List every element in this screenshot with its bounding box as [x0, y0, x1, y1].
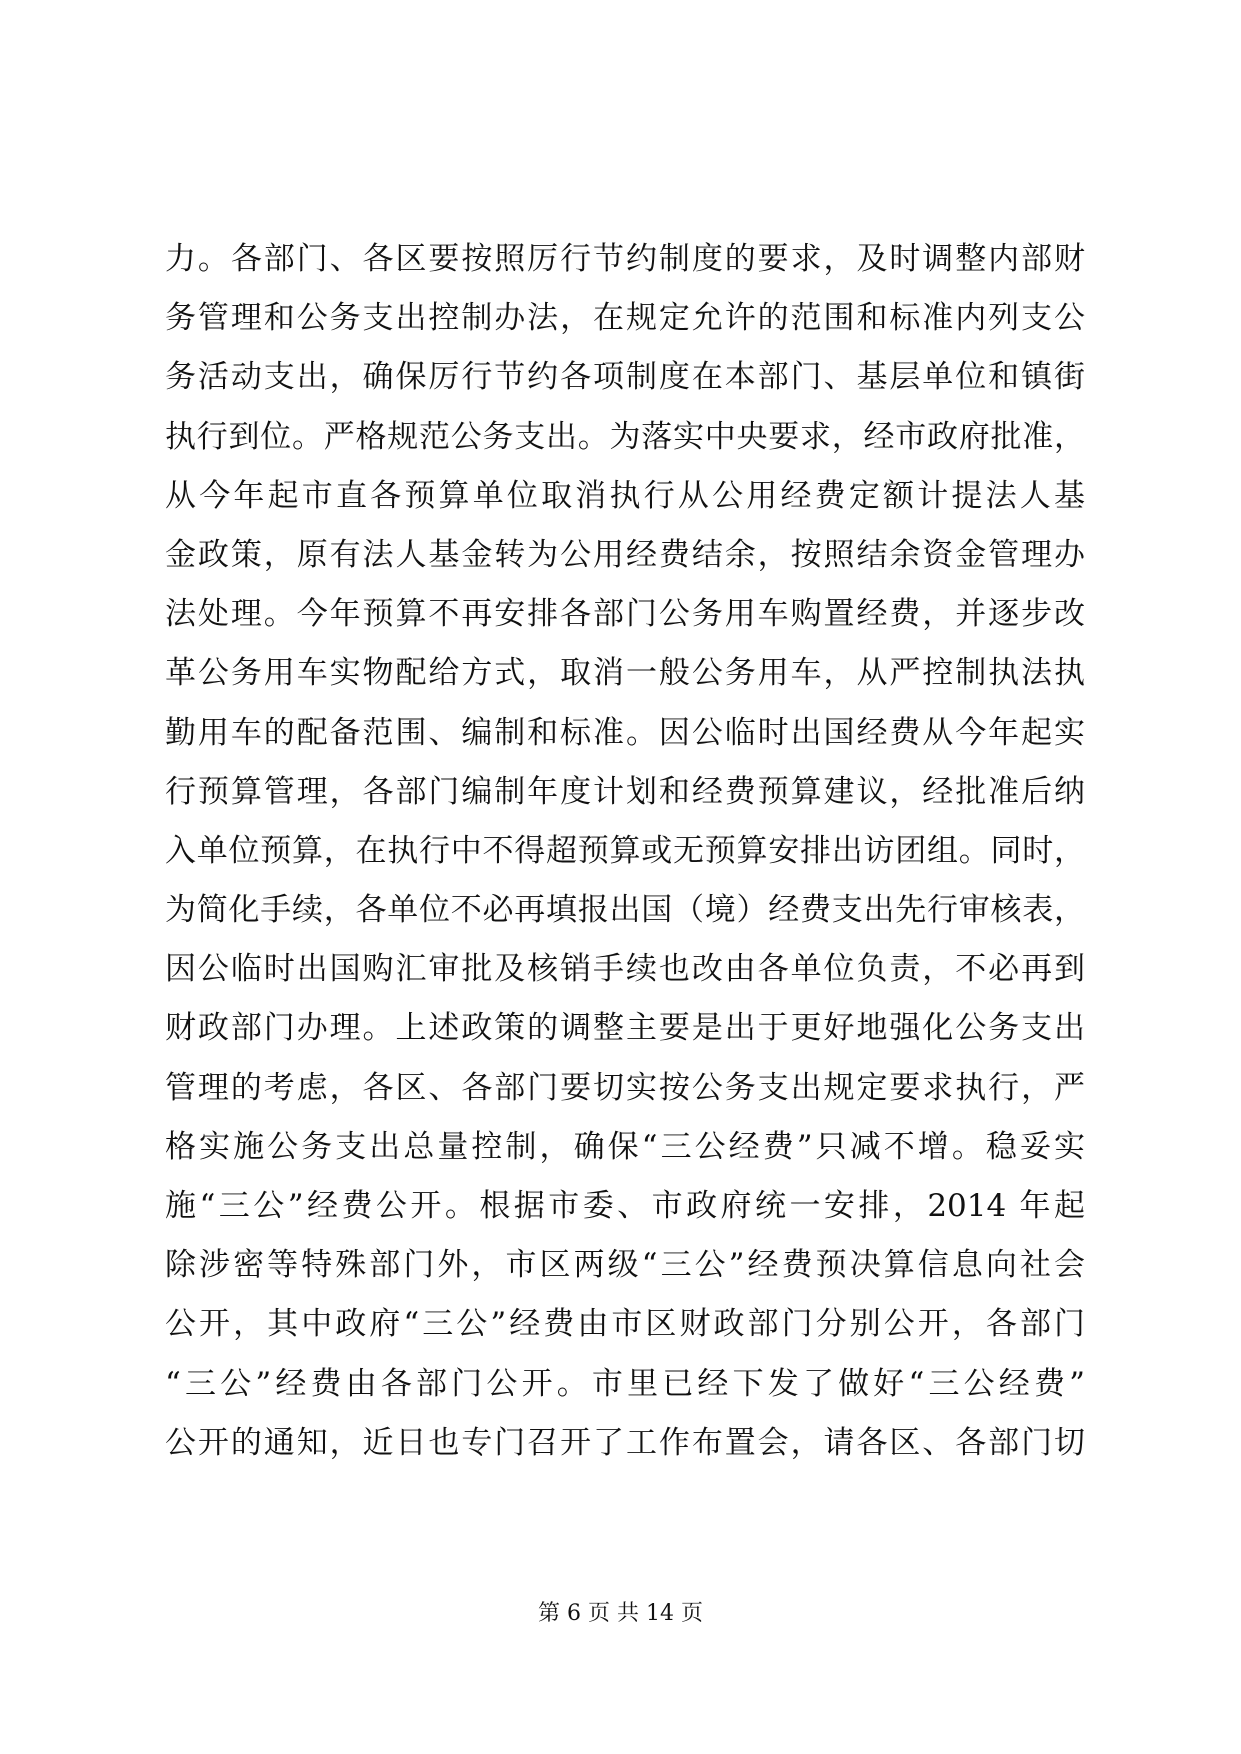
- text-line: 公开，其中政府“三公”经费由市区财政部门分别公开，各部门: [165, 1306, 1085, 1343]
- text-line: 公开的通知，近日也专门召开了工作布置会，请各区、各部门切: [165, 1424, 1085, 1461]
- text-line: 财政部门办理。上述政策的调整主要是出于更好地强化公务支出: [165, 1010, 1085, 1047]
- text-line: 入单位预算，在执行中不得超预算或无预算安排出访团组。同时，: [165, 832, 1085, 869]
- page-number-footer: 第 6 页 共 14 页: [538, 1601, 703, 1626]
- text-line: 金政策，原有法人基金转为公用经费结余，按照结余资金管理办: [165, 536, 1085, 573]
- text-line: 管理的考虑，各区、各部门要切实按公务支出规定要求执行，严: [165, 1069, 1085, 1106]
- text-line: 力。各部门、各区要按照厉行节约制度的要求，及时调整内部财: [165, 241, 1085, 277]
- text-line: 因公临时出国购汇审批及核销手续也改由各单位负责，不必再到: [165, 951, 1085, 988]
- text-line: 务管理和公务支出控制办法，在规定允许的范围和标准内列支公: [165, 300, 1085, 337]
- text-line: 革公务用车实物配给方式，取消一般公务用车，从严控制执法执: [165, 655, 1085, 692]
- text-line: 行预算管理，各部门编制年度计划和经费预算建议，经批准后纳: [165, 773, 1085, 810]
- text-line: 执行到位。严格规范公务支出。为落实中央要求，经市政府批准，: [165, 418, 1085, 455]
- text-line: “三公”经费由各部门公开。市里已经下发了做好“三公经费”: [165, 1365, 1085, 1402]
- text-line: 施“三公”经费公开。根据市委、市政府统一安排，2014 年起: [165, 1188, 1085, 1224]
- text-line: 为简化手续，各单位不必再填报出国（境）经费支出先行审核表，: [165, 892, 1085, 929]
- body-text: [165, 230, 1085, 1473]
- text-line: 务活动支出，确保厉行节约各项制度在本部门、基层单位和镇街: [165, 359, 1085, 396]
- text-line: 法处理。今年预算不再安排各部门公务用车购置经费，并逐步改: [165, 596, 1085, 633]
- text-line: 从今年起市直各预算单位取消执行从公用经费定额计提法人基: [165, 477, 1085, 514]
- text-line: 格实施公务支出总量控制，确保“三公经费”只减不增。稳妥实: [165, 1128, 1085, 1165]
- text-line: 除涉密等特殊部门外，市区两级“三公”经费预决算信息向社会: [165, 1247, 1085, 1284]
- text-line: 勤用车的配备范围、编制和标准。因公临时出国经费从今年起实: [165, 714, 1085, 751]
